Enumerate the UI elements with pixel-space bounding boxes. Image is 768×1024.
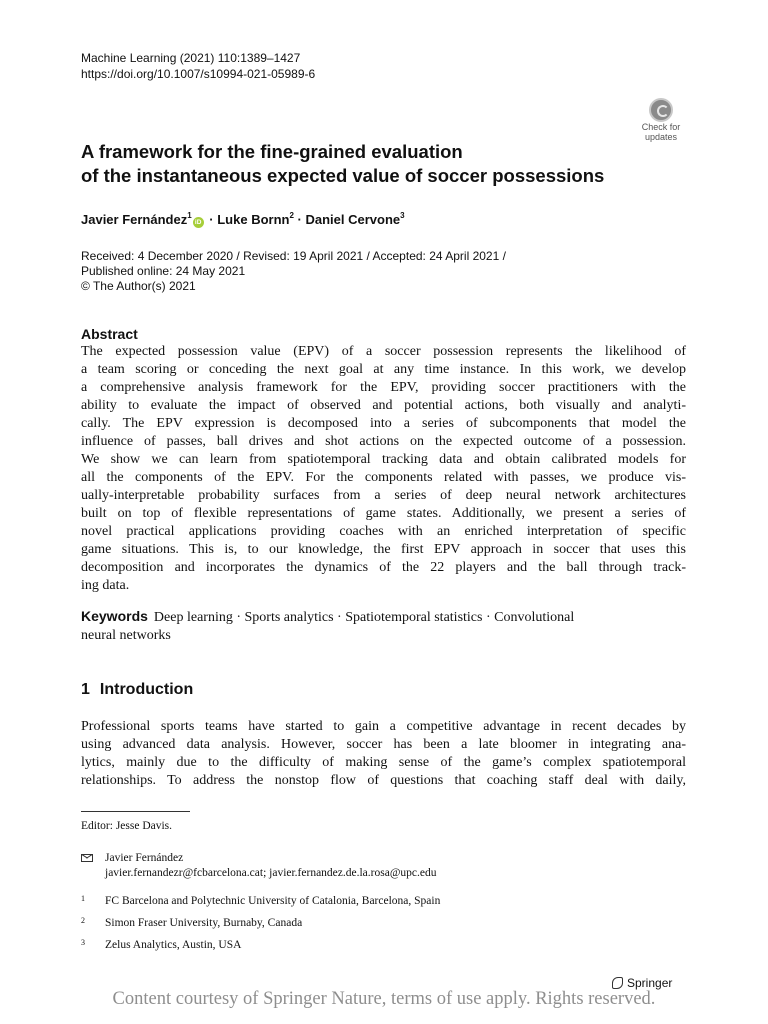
section-number: 1 [81,681,90,698]
correspondence-emails[interactable]: javier.fernandezr@fcbarcelona.cat; javier.fernandez.de.la.rosa@upc.edu [105,867,437,879]
abstract-heading: Abstract [81,326,138,342]
author-name[interactable]: Daniel Cervone [305,212,401,227]
affiliation-number: 2 [81,916,85,925]
title-line-1: A framework for the fine-grained evaluation [81,141,463,162]
keywords-label: Keywords [81,608,148,624]
abstract-line: cally. The EPV expression is decomposed into a series of subcomponents that model the [81,416,686,431]
keywords-list-continued: neural networks [81,628,171,643]
dates-line-1: Received: 4 December 2020 / Revised: 19 April 2021 / Accepted: 24 April 2021 / [81,249,506,263]
journal-header [81,50,315,82]
abstract-line: We show we can learn from spatiotemporal tracking data and obtain calibrated models for [81,452,686,467]
affiliation-text: Simon Fraser University, Burnaby, Canada [105,917,303,929]
journal-citation: Machine Learning (2021) 110:1389–1427 [81,51,301,65]
abstract-line: all the components of the EPV. For the components related with passes, we produce vis- [81,470,686,485]
affiliation-text: Zelus Analytics, Austin, USA [105,939,242,951]
doi-link[interactable]: https://doi.org/10.1007/s10994-021-05989-6 [81,67,316,81]
abstract-line: novel practical applications providing coaches with an enriched interpretation of specific [81,524,686,539]
title-line-2: of the instantaneous expected value of soccer possessions [81,165,605,186]
dates-line-2: Published online: 24 May 2021 [81,264,246,278]
abstract-line: ually-interpretable probability surfaces from a series of deep neural network architectures [81,488,686,503]
intro-line: lytics, mainly due to the difficulty of making sense of the game’s complex spatiotemporal [81,755,686,770]
author-list [81,207,405,229]
abstract-line: influence of passes, ball drives and shot actions on the expected outcome of a possession. [81,434,686,449]
paper-title [81,140,641,188]
intro-line: Professional sports teams have started to gain a competitive advantage in recent decades by [81,719,686,734]
affiliation-number: 3 [81,938,85,947]
copyright-line: © The Author(s) 2021 [81,279,196,293]
abstract-line: built on top of flexible representations of game states. Additionally, we present a series of [81,506,686,521]
author-name[interactable]: Luke Bornn [217,212,290,227]
check-for-updates-badge[interactable] [636,98,686,142]
abstract-body [81,343,686,595]
intro-line: relationships. To address the nonstop flow of questions that coaching staff deal with daily, [81,773,686,788]
author-affiliation-mark: 3 [400,211,405,220]
author-separator: · [205,212,218,227]
editor-note: Editor: Jesse Davis. [81,820,173,832]
abstract-line: decomposition and incorporates the dynamics of the 22 players and the ball through track- [81,560,686,575]
author-separator: · [293,212,306,227]
introduction-body [81,718,686,790]
orcid-icon[interactable]: iD [193,217,204,228]
author-name[interactable]: Javier Fernández [81,212,188,227]
section-title: Introduction [99,681,194,698]
check-updates-label: Check for updates [641,122,681,142]
courtesy-notice: Content courtesy of Springer Nature, terms of use apply. Rights reserved. [112,989,656,1009]
publication-dates [81,249,506,294]
abstract-line: ability to evaluate the impact of observed and potential actions, both visually and analyti- [81,398,686,413]
abstract-line: a comprehensive analysis framework for the EPV, providing soccer practitioners with the [81,380,686,395]
abstract-line: game situations. This is, to our knowledge, the first EPV approach in soccer that uses this [81,542,686,557]
correspondence-name: Javier Fernández [105,852,184,864]
affiliation-text: FC Barcelona and Polytechnic University of Catalonia, Barcelona, Spain [105,895,441,907]
abstract-line: The expected possession value (EPV) of a soccer possession represents the likelihood of [81,344,686,359]
check-updates-icon [649,98,673,122]
keywords-list: Deep learning · Sports analytics · Spatiotemporal statistics · Convolutional [153,610,575,625]
abstract-line: a team scoring or conceding the next goal at any time instance. In this work, we develop [81,362,686,377]
affiliation-number: 1 [81,894,85,903]
footnote-divider [81,811,190,812]
intro-line: using advanced data analysis. However, soccer has been a late bloomer in integrating ana- [81,737,686,752]
envelope-icon [81,854,93,862]
section-heading-introduction [81,680,193,700]
abstract-line: ing data. [81,578,130,593]
keywords [81,607,686,645]
author-affiliation-mark: 1 [187,211,192,220]
publisher-name: Springer [627,976,673,990]
author-affiliation-mark: 2 [289,211,294,220]
